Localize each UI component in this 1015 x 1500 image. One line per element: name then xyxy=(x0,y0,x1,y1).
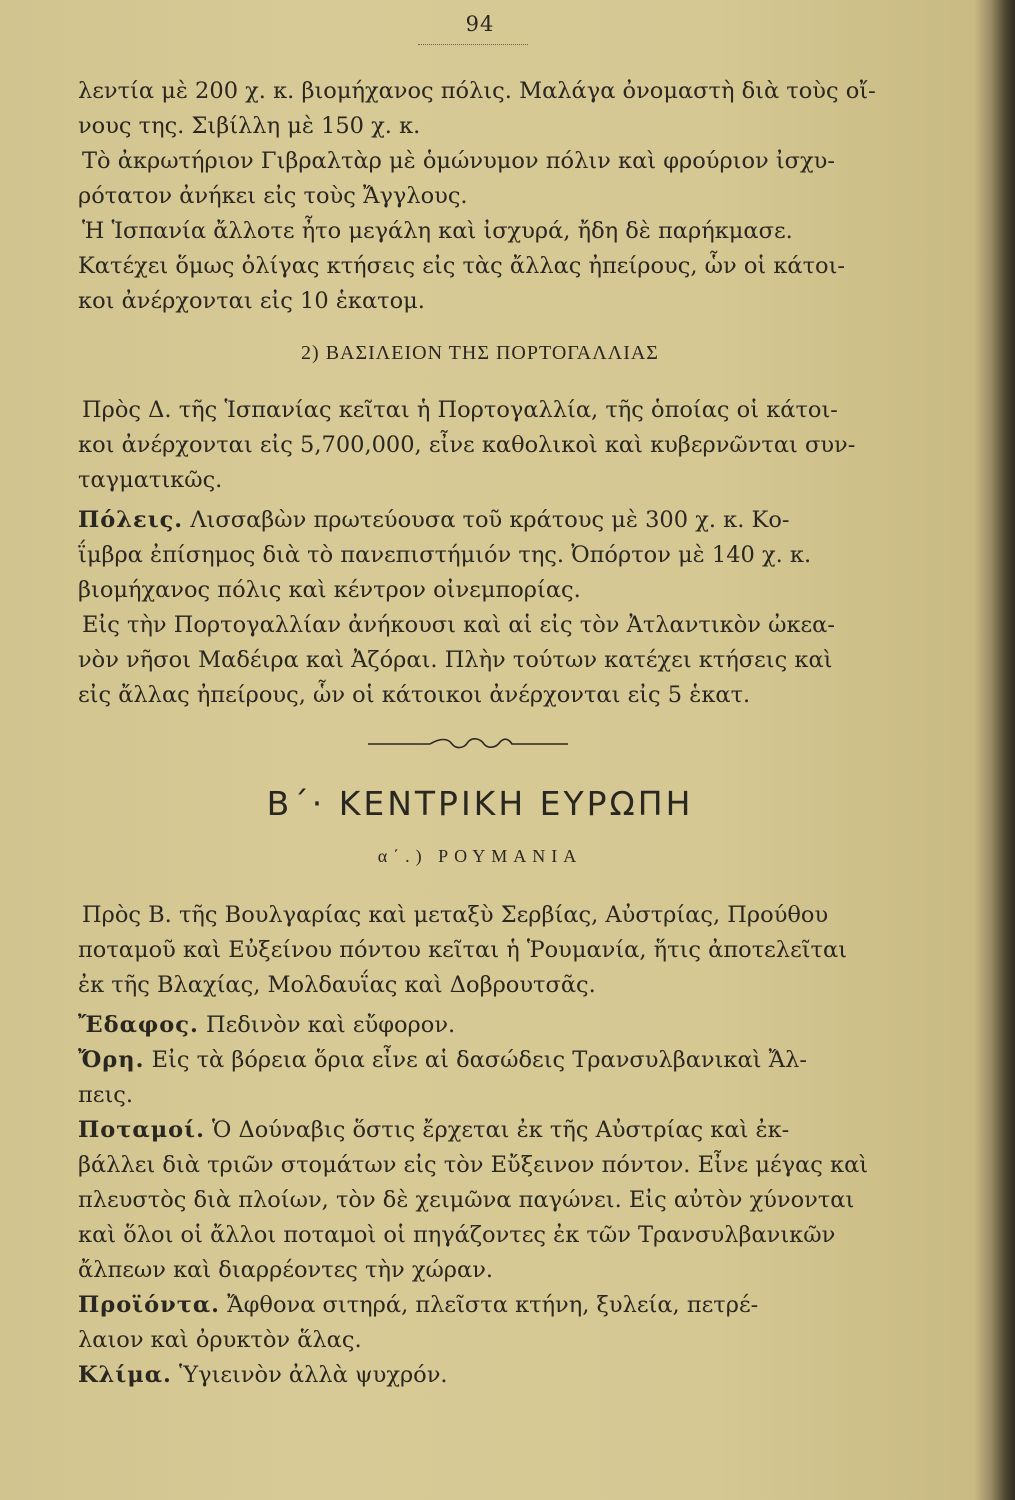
decorative-divider-ornament xyxy=(368,736,568,750)
text-line: Εἰς τὴν Πορτογαλλίαν ἀνήκουσι καὶ αἱ εἰς τὸν Ἀτλαντικὸν ὠκεα- xyxy=(82,612,835,638)
text-line: Πρὸς Β. τῆς Βουλγαρίας καὶ μεταξὺ Σερβίας, Αὐστρίας, Προύθου xyxy=(82,902,829,928)
text-line: Ἄφθονα σιτηρά, πλεῖστα κτήνη, ξυλεία, πετρέ- xyxy=(220,1292,759,1318)
keyword-cities: Πόλεις. xyxy=(78,507,184,533)
text-line: πεις. xyxy=(78,1082,134,1108)
romania-intro-text xyxy=(78,898,886,1003)
text-line: Λισσαβὼν πρωτεύουσα τοῦ κράτους μὲ 300 χ. κ. Κο- xyxy=(183,507,790,533)
keyword-products: Προϊόντα. xyxy=(78,1292,221,1318)
text-line: κοι ἀνέρχονται εἰς 10 ἑκατομ. xyxy=(78,288,425,314)
text-line: ΐμβρα ἐπίσημος διὰ τὸ πανεπιστήμιόν της. Ὀπόρτον μὲ 140 χ. κ. xyxy=(78,542,812,568)
text-line: Εἰς τὰ βόρεια ὅρια εἶνε αἱ δασώδεις Τρανσυλβανικαὶ Ἄλ- xyxy=(144,1047,808,1073)
text-line: Τὸ ἀκρωτήριον Γιβραλτὰρ μὲ ὁμώνυμον πόλιν καὶ φρούριον ἰσχυ- xyxy=(82,148,835,174)
page-number: 94 xyxy=(465,12,495,36)
subheading-romania: α΄.) ΡΟΥΜΑΝΙΑ xyxy=(377,846,583,866)
text-line: Πεδινὸν καὶ εὔφορον. xyxy=(198,1012,456,1038)
text-line: ποταμοῦ καὶ Εὐξείνου πόντου κεῖται ἡ Ῥουμανία, ἥτις ἀποτελεῖται xyxy=(78,937,848,963)
text-line: εἰς ἄλλας ἠπείρους, ὧν οἱ κάτοικοι ἀνέρχονται εἰς 5 ἑκατ. xyxy=(78,682,751,708)
text-line: πλευστὸς διὰ πλοίων, τὸν δὲ χειμῶνα παγώνει. Εἰς αὐτὸν χύνονται xyxy=(78,1187,855,1213)
text-line: νὸν νῆσοι Μαδέιρα καὶ Ἀζόραι. Πλὴν τούτων κατέχει κτήσεις καὶ xyxy=(78,647,833,673)
text-line: Ὁ Δούναβις ὅστις ἔρχεται ἐκ τῆς Αὐστρίας καὶ ἐκ- xyxy=(204,1117,790,1143)
keyword-mountains: Ὄρη. xyxy=(78,1047,145,1073)
romania-details-text xyxy=(78,1008,886,1393)
keyword-climate: Κλίμα. xyxy=(78,1362,172,1388)
text-line: ρότατον ἀνήκει εἰς τοὺς Ἄγγλους. xyxy=(78,183,468,209)
text-line: Πρὸς Δ. τῆς Ἱσπανίας κεῖται ἡ Πορτογαλλία, τῆς ὁποίας οἱ κάτοι- xyxy=(82,397,838,423)
text-line: βάλλει διὰ τριῶν στομάτων εἰς τὸν Εὔξεινον πόντον. Εἶνε μέγας καὶ xyxy=(78,1152,869,1178)
portugal-cities-text xyxy=(78,503,886,713)
book-spine-edge xyxy=(991,0,1015,1500)
keyword-terrain: Ἔδαφος. xyxy=(78,1012,199,1038)
text-line: νους της. Σιβίλλη μὲ 150 χ. κ. xyxy=(78,113,421,139)
text-line: Ὑγιεινὸν ἀλλὰ ψυχρόν. xyxy=(171,1362,448,1388)
text-line: ἄλπεων καὶ διαρρέοντες τὴν χώραν. xyxy=(78,1257,494,1283)
section-heading-portugal: 2) ΒΑΣΙΛΕΙΟΝ ΤΗΣ ΠΟΡΤΟΓΑΛΛΙΑΣ xyxy=(301,342,659,364)
spain-continuation-text xyxy=(78,74,886,319)
text-line: λεντία μὲ 200 χ. κ. βιομήχανος πόλις. Μαλάγα ὀνομαστὴ διὰ τοὺς οἴ- xyxy=(78,78,876,104)
text-line: ἐκ τῆς Βλαχίας, Μολδαυΐας καὶ Δοβρουτσᾶς. xyxy=(78,972,596,998)
keyword-rivers: Ποταμοί. xyxy=(78,1117,205,1143)
page-number-rule xyxy=(418,44,528,45)
part-heading-central-europe: Β΄· ΚΕΝΤΡΙΚΗ ΕΥΡΩΠΗ xyxy=(266,784,694,823)
text-line: κοι ἀνέρχονται εἰς 5,700,000, εἶνε καθολικοὶ καὶ κυβερνῶνται συν- xyxy=(78,432,856,458)
text-line: καὶ ὅλοι οἱ ἄλλοι ποταμοὶ οἱ πηγάζοντες ἐκ τῶν Τρανσυλβανικῶν xyxy=(78,1222,836,1248)
text-line: βιομήχανος πόλις καὶ κέντρον οἰνεμπορίας. xyxy=(78,577,581,603)
text-line: λαιον καὶ ὀρυκτὸν ἅλας. xyxy=(78,1327,362,1353)
portugal-intro-text xyxy=(78,393,886,498)
text-line: Κατέχει ὅμως ὀλίγας κτήσεις εἰς τὰς ἄλλας ἠπείρους, ὧν οἱ κάτοι- xyxy=(78,253,846,279)
text-line: Ἡ Ἱσπανία ἄλλοτε ἦτο μεγάλη καὶ ἰσχυρά, ἤδη δὲ παρήκμασε. xyxy=(82,218,793,244)
text-line: ταγματικῶς. xyxy=(78,467,223,493)
